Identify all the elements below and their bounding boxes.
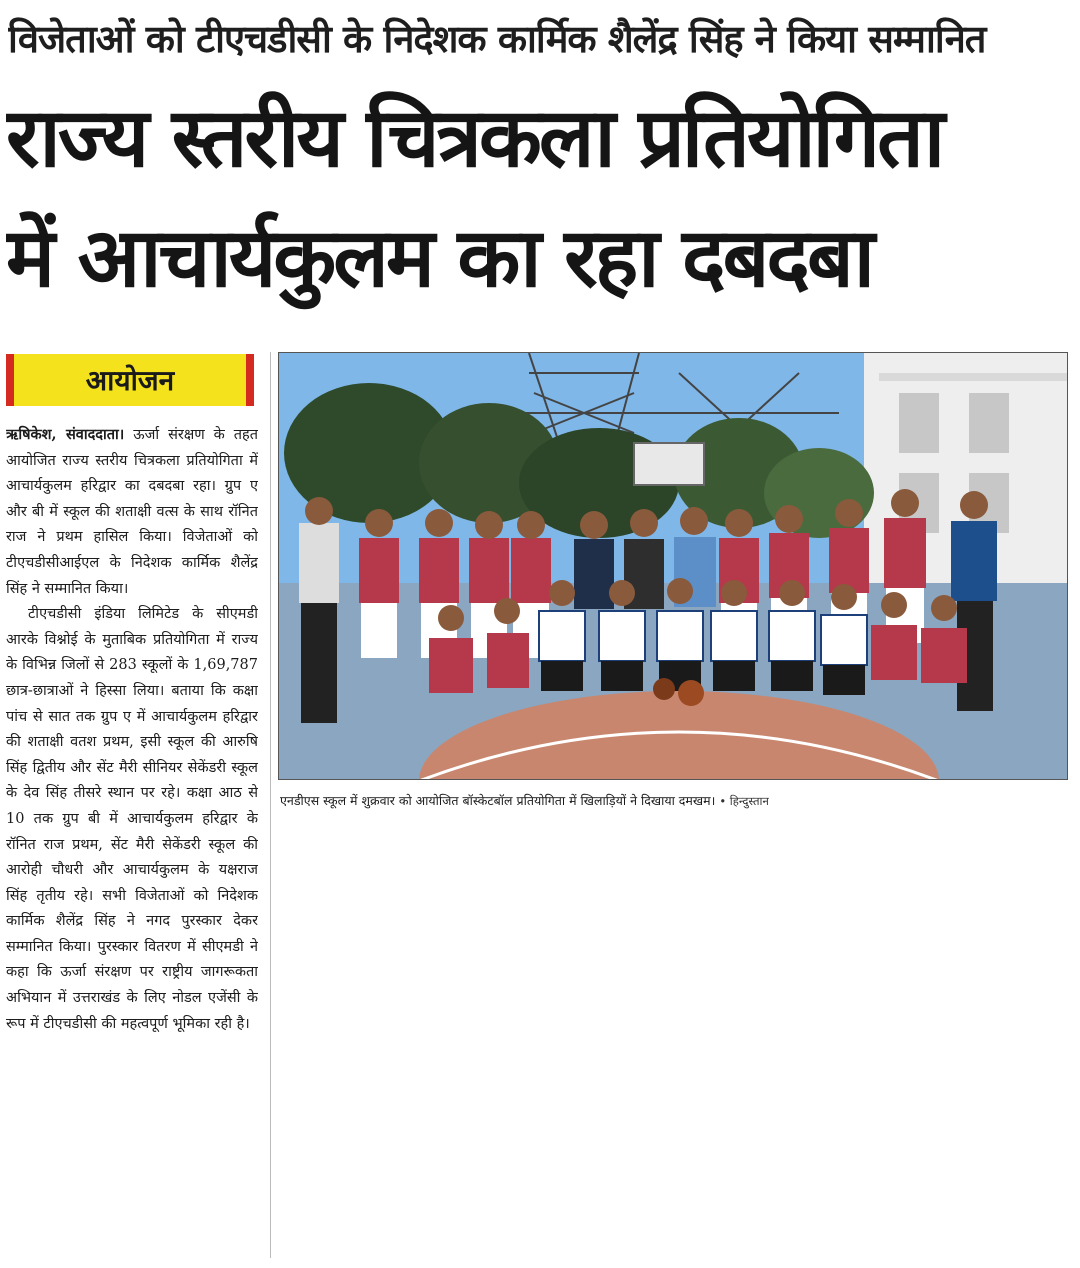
kicker-headline: विजेताओं को टीएचडीसी के निदेशक कार्मिक शैलेंद्र सिंह ने किया सम्मानित	[8, 17, 986, 61]
main-headline-line-1: राज्य स्तरीय चित्रकला प्रतियोगिता	[6, 91, 943, 186]
article-body	[6, 422, 258, 1262]
column-divider	[270, 352, 271, 1258]
section-badge-label: आयोजन	[85, 364, 175, 397]
article-text-1: ऊर्जा संरक्षण के तहत आयोजित राज्य स्तरीय चित्रकला प्रतियोगिता में आचार्यकुलम हरिद्वार का दबदबा रहा। ग्रुप ए और बी में स्कूल की शताक्षी वत्स के साथ रॉनित राज ने प्रथम हासिल किया। विजेताओं को टीएचडीसीआईएल के निदेशक कार्मिक शैलेंद्र सिंह ने सम्मानित किया।	[6, 427, 258, 597]
photo-caption	[280, 790, 1070, 812]
section-badge	[6, 354, 254, 406]
photo-caption-text: एनडीएस स्कूल में शुक्रवार को आयोजित बॉस्केटबॉल प्रतियोगिता में खिलाड़ियों ने दिखाया दमखम।	[280, 793, 716, 808]
article-paragraph-1	[6, 422, 258, 602]
main-headline-line-2: में आचार्यकुलम का रहा दबदबा	[6, 211, 873, 306]
basketball-team-photo	[279, 353, 1068, 780]
news-photo	[278, 352, 1068, 780]
photo-credit: • हिन्दुस्तान	[719, 794, 769, 808]
article-paragraph-2: टीएचडीसी इंडिया लिमिटेड के सीएमडी आरके विश्नोई के मुताबिक प्रतियोगिता में राज्य के विभिन्न जिलों से 283 स्कूलों के 1,69,787 छात्र-छात्राओं ने हिस्सा लिया। बताया कि कक्षा पांच से सात तक ग्रुप ए में आचार्यकुलम हरिद्वार की शताक्षी वतश प्रथम, इसी स्कूल की आरुषि सिंह द्वितीय और सेंट मैरी सीनियर सेकेंडरी स्कूल के देव सिंह तीसरे स्थान पर रहे। कक्षा आठ से 10 तक ग्रुप बी में आचार्यकुलम हरिद्वार के रॉनित राज प्रथम, सेंट मैरी सेकेंडरी स्कूल की आरोही चौधरी और आचार्यकुलम के यक्षराज सिंह तृतीय रहे। सभी विजेताओं को निदेशक कार्मिक शैलेंद्र सिंह ने नगद पुरस्कार देकर सम्मानित किया। पुरस्कार वितरण में सीएमडी ने कहा कि ऊर्जा संरक्षण पर राष्ट्रीय जागरूकता अभियान में उत्तराखंड के लिए नोडल एजेंसी के रूप में टीएचडीसी की महत्वपूर्ण भूमिका रही है।	[6, 606, 258, 1032]
article-dateline: ऋषिकेश, संवाददाता।	[6, 426, 125, 443]
